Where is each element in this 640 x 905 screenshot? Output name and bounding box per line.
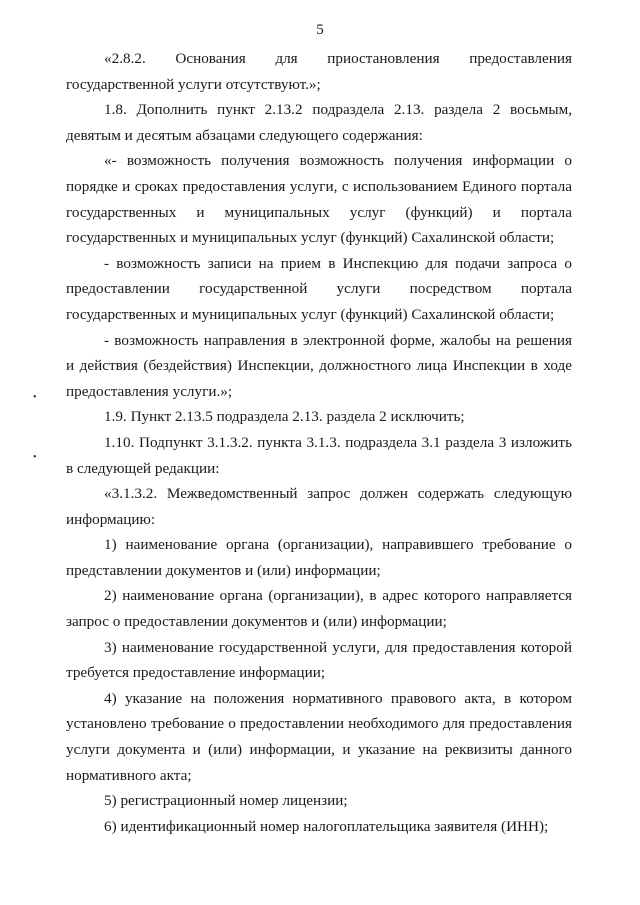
paragraph: 4) указание на положения нормативного правового акта, в котором установлено требование о предоставлении необходимого для предоставления услуги документа и (или) информации, и указание на реквизиты данного нормативного акта; <box>66 689 572 784</box>
margin-mark: • <box>33 452 37 463</box>
paragraph: 6) идентификационный номер налогоплательщика заявителя (ИНН); <box>104 817 549 835</box>
paragraph: 1.9. Пункт 2.13.5 подраздела 2.13. раздела 2 исключить; <box>104 408 465 426</box>
paragraph: 1.8. Дополнить пункт 2.13.2 подраздела 2.13. раздела 2 восьмым, девятым и десятым абзацами следующего содержания: <box>66 101 572 144</box>
document-body <box>66 46 572 839</box>
paragraph: 1) наименование органа (организации), направившего требование о представлении документов и (или) информации; <box>66 536 572 579</box>
paragraph: «2.8.2. Основания для приостановления предоставления государственной услуги отсутствуют.»; <box>66 50 572 93</box>
paragraph: 1.10. Подпункт 3.1.3.2. пункта 3.1.3. подраздела 3.1 раздела 3 изложить в следующей редакции: <box>66 433 572 477</box>
paragraph: 2) наименование органа (организации), в адрес которого направляется запрос о предоставлении документов и (или) информации; <box>66 587 572 631</box>
paragraph: - возможность направления в электронной форме, жалобы на решения и действия (бездействия) Инспекции, должностного лица Инспекции в ходе предоставления услуги.»; <box>66 331 572 400</box>
paragraph: «3.1.3.2. Межведомственный запрос должен содержать следующую информацию: <box>66 485 572 528</box>
paragraph: - возможность записи на прием в Инспекцию для подачи запроса о предоставлении государственной услуги посредством портала государственных и муниципальных услуг (функций) Сахалинской области; <box>66 254 572 323</box>
paragraph: 5) регистрационный номер лицензии; <box>104 792 348 810</box>
page-number: 5 <box>316 22 324 38</box>
paragraph: «- возможность получения возможность получения информации о порядке и сроках предоставления услуги, с использованием Единого портала государственных и муниципальных услуг (функций) и портала государственных и муниципальных услуг (функций) Сахалинской области; <box>66 152 572 247</box>
paragraph: 3) наименование государственной услуги, для предоставления которой требуется предоставление информации; <box>66 638 572 682</box>
margin-mark: • <box>33 392 37 403</box>
